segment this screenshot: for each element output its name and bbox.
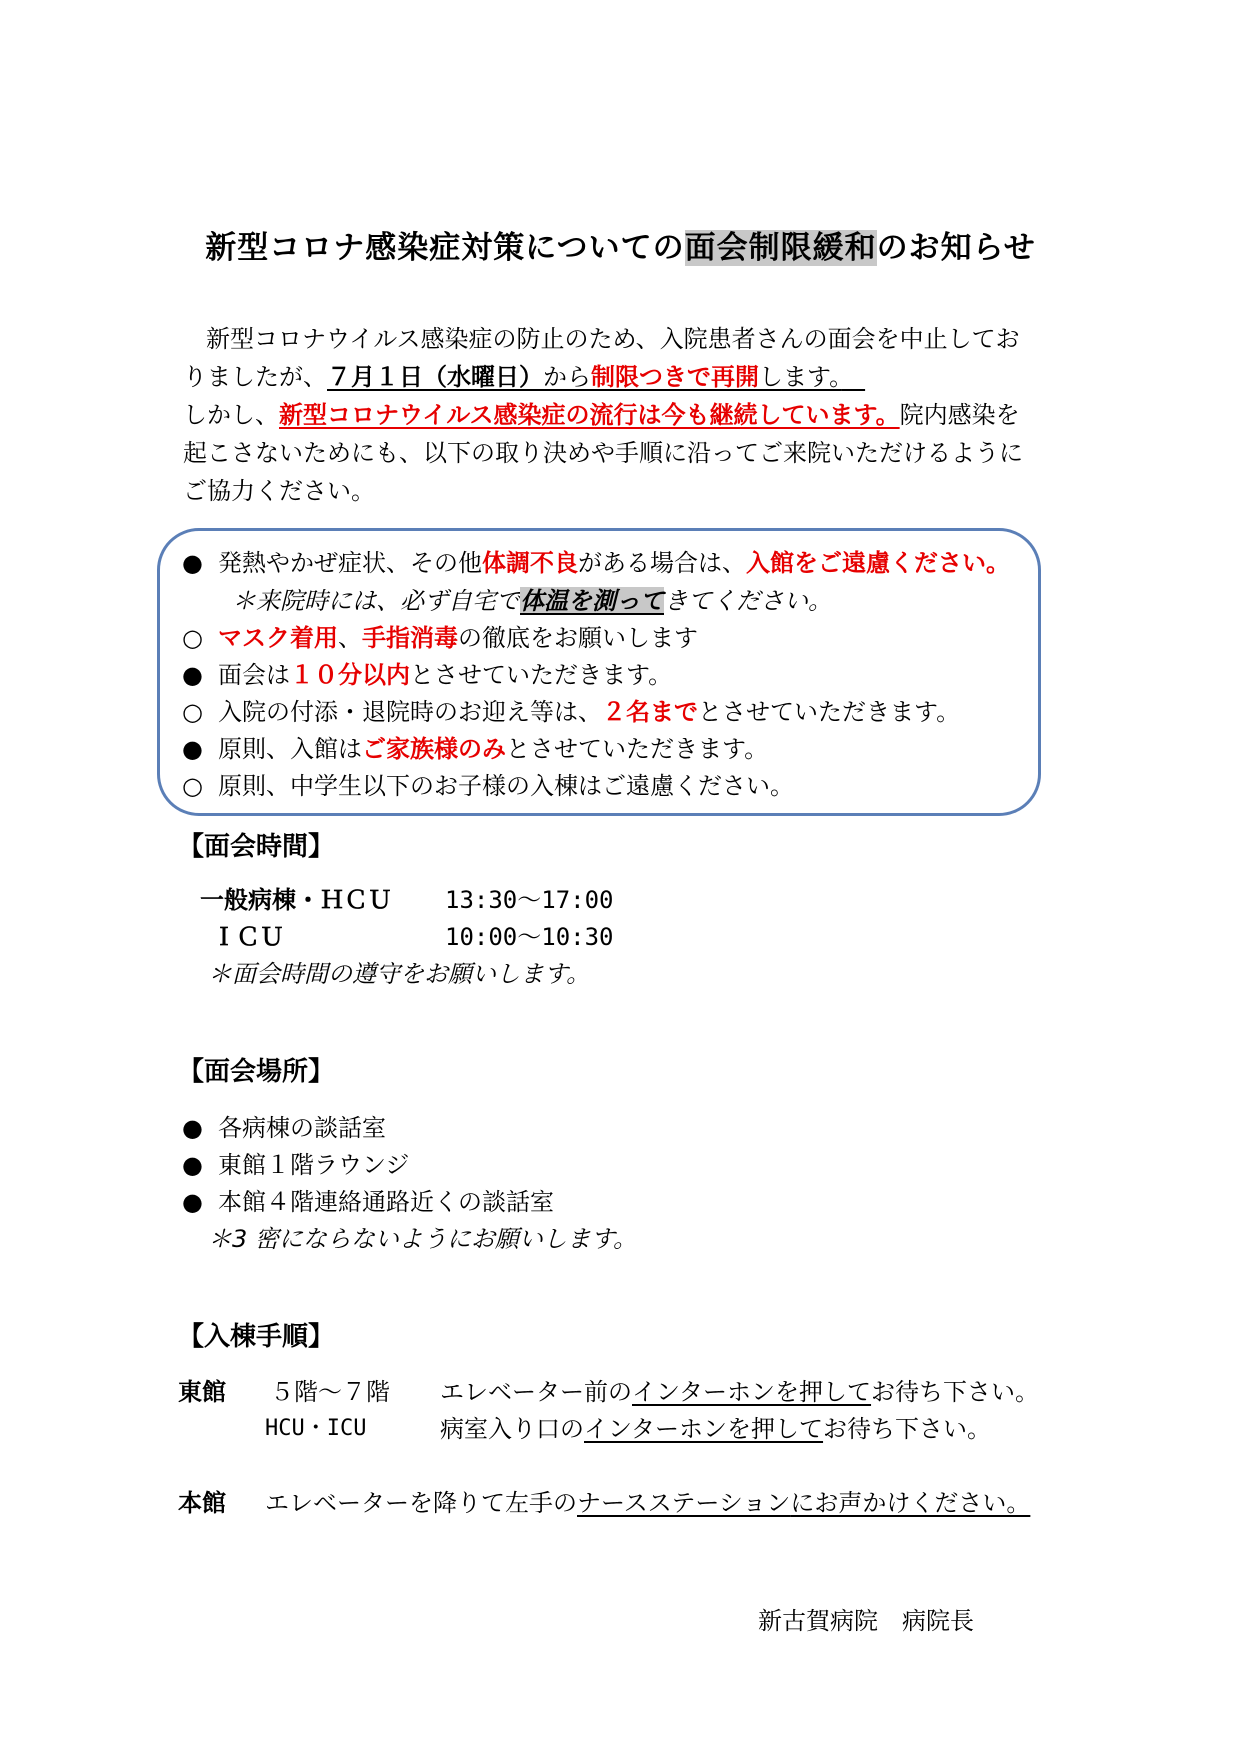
rule-text: 原則、入館は [218,735,362,763]
rule-fever-note [232,583,832,619]
rule-text: 入院の付添・退院時のお迎え等は、 [218,698,602,726]
bullet-filled-icon: ● [182,1151,203,1179]
places-heading: 【面会場所】 [178,1057,335,1087]
intercom-text: インターホンを押して [584,1415,824,1443]
rule-family-only [182,731,768,767]
signature: 新古賀病院 病院長 [758,1607,974,1635]
rule-text: とさせていただきます。 [410,661,673,689]
intro-text: 院内感染を [899,401,1020,429]
intro-line-3 [183,396,1083,434]
instruction-text: お待ち下さい。 [823,1415,992,1443]
intro-text: りましたが、 [183,363,327,391]
note-highlight: 体温を測って [520,587,664,615]
intro-text: から [543,363,591,391]
intro-line-4: 起こさないためにも、以下の取り決めや手順に沿ってご来院いただけるように [183,439,1023,467]
reopen-date [327,363,865,391]
bullet-filled-icon: ● [182,549,203,577]
place-text: 東館１階ラウンジ [218,1151,410,1179]
place-text: 各病棟の談話室 [218,1114,386,1142]
intro-line-5: ご協力ください。 [183,477,375,505]
rule-emphasis: ご家族様のみ [362,735,506,763]
instruction-text: エレベーター前の [440,1378,632,1406]
rule-text: 、 [338,624,362,652]
intro-text: しかし、 [183,401,279,429]
rule-emphasis: ２名まで [602,698,698,726]
place-item [182,1110,386,1146]
bullet-open-icon: ○ [182,698,203,726]
bullet-open-icon: ○ [182,772,203,800]
east-floor: ５階～７階 [270,1378,390,1406]
rule-emphasis: １０分以内 [290,661,410,689]
nurse-station-text: ナースステーション [577,1489,791,1517]
instruction-text: 病室入り口の [440,1415,584,1443]
hours-note: ＊面会時間の遵守をお願いします。 [208,960,591,988]
epidemic-warning: 新型コロナウイルス感染症の流行は今も継続しています。 [279,401,900,429]
hcu-instruction [440,1411,991,1447]
rule-text: がある場合は、 [578,549,746,577]
place-text: 本館４階連絡通路近くの談話室 [218,1188,554,1216]
bullet-filled-icon: ● [182,735,203,763]
note-text: きてください。 [664,587,832,615]
hcu-icu-label: HCU・ICU [265,1416,367,1441]
hours-general-time: 13:30～17:00 [445,886,614,914]
main-instruction [265,1485,1030,1521]
intro-line-1: 新型コロナウイルス感染症の防止のため、入院患者さんの面会を中止してお [206,325,1020,353]
hours-icu-label: ＩＣＵ [212,923,284,951]
rule-text: とさせていただきます。 [506,735,769,763]
restricted-reopen: 制限つきで再開 [591,363,759,391]
rule-emphasis: マスク着用 [218,624,338,652]
rule-duration [182,657,672,693]
main-building-label: 本館 [178,1489,226,1517]
intercom-text: インターホンを押して [632,1378,872,1406]
hours-general-label: 一般病棟・ＨＣＵ [200,886,392,914]
date-text: ７月１日（水曜日） [327,363,543,391]
rule-emphasis: 入館をご遠慮ください。 [746,549,1010,577]
east-building-label: 東館 [178,1378,226,1406]
bullet-filled-icon: ● [182,661,203,689]
rule-mask [182,620,698,656]
instruction-text: エレベーターを降りて左手の [265,1489,577,1517]
bullet-filled-icon: ● [182,1114,203,1142]
rule-text: 面会は [218,661,290,689]
rule-escort [182,694,960,730]
rule-emphasis: 手指消毒 [362,624,458,652]
note-text: ＊来院時には、必ず自宅で [232,587,520,615]
title-part2: のお知らせ [876,230,1036,266]
instruction-text: にお声かけください。 [790,1489,1031,1517]
bullet-filled-icon: ● [182,1188,203,1216]
east-instruction [440,1374,1039,1410]
rule-text: 原則、中学生以下のお子様の入棟はご遠慮ください。 [218,772,794,800]
title-part1: 新型コロナ感染症対策についての [205,230,685,266]
title-highlight: 面会制限緩和 [684,230,877,266]
hours-icu-time: 10:00～10:30 [445,923,614,951]
intro-text: します。 [759,363,842,391]
place-item [182,1184,554,1220]
bullet-open-icon: ○ [182,624,203,652]
rule-fever [182,545,1010,581]
rule-text: とさせていただきます。 [698,698,961,726]
rule-emphasis: 体調不良 [482,549,578,577]
page-title [0,222,1241,267]
place-item [182,1147,409,1183]
intro-line-2 [183,358,1083,396]
rule-children [182,768,794,804]
instruction-text: お待ち下さい。 [871,1378,1040,1406]
hours-heading: 【面会時間】 [178,832,335,862]
rule-text: の徹底をお願いします [458,624,698,652]
procedure-heading: 【入棟手順】 [178,1322,335,1352]
rule-text: 発熱やかぜ症状、その他 [218,549,482,577]
places-note: ＊3 密にならないようにお願いします。 [208,1225,637,1253]
